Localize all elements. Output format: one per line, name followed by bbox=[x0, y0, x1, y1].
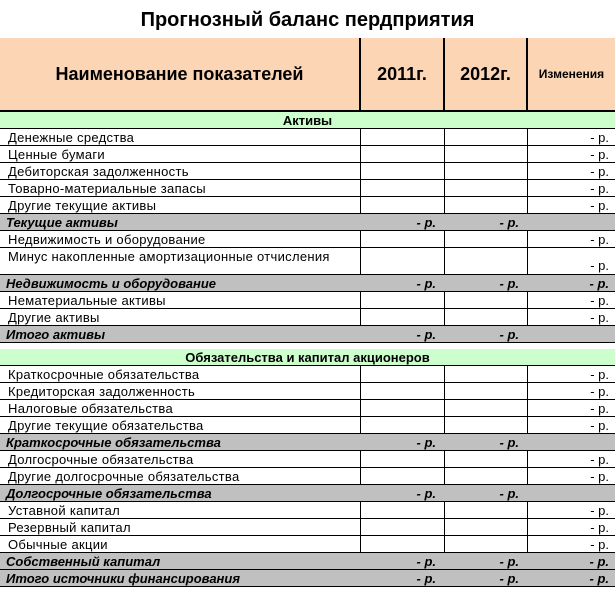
total-change: - р. bbox=[527, 553, 615, 570]
table-row bbox=[0, 417, 615, 434]
table-row bbox=[0, 309, 615, 326]
total-2012: - р. bbox=[444, 553, 527, 570]
value-change: - р. bbox=[527, 129, 615, 146]
row-label: Другие долгосрочные обязательства bbox=[0, 468, 360, 485]
table-row bbox=[0, 231, 615, 248]
value-2012 bbox=[444, 519, 527, 536]
table-row bbox=[0, 383, 615, 400]
total-2012: - р. bbox=[444, 275, 527, 292]
value-2011 bbox=[360, 309, 444, 326]
value-2011 bbox=[360, 292, 444, 309]
section-title: Обязательства и капитал акционеров bbox=[0, 349, 615, 366]
table-row bbox=[0, 197, 615, 214]
row-label: Другие текущие активы bbox=[0, 197, 360, 214]
value-2011 bbox=[360, 468, 444, 485]
table-row bbox=[0, 400, 615, 417]
total-2011: - р. bbox=[360, 326, 444, 343]
table-row bbox=[0, 163, 615, 180]
page-title: Прогнозный баланс пердприятия bbox=[140, 9, 475, 31]
value-2011 bbox=[360, 451, 444, 468]
value-2011 bbox=[360, 519, 444, 536]
value-change: - р. bbox=[527, 451, 615, 468]
balance-table bbox=[0, 38, 615, 587]
value-2011 bbox=[360, 502, 444, 519]
total-label: Собственный капитал bbox=[0, 553, 360, 570]
total-row bbox=[0, 326, 615, 343]
row-label: Недвижимость и оборудование bbox=[0, 231, 360, 248]
total-2011: - р. bbox=[360, 275, 444, 292]
header-change: Изменения bbox=[527, 38, 615, 111]
total-change: - р. bbox=[527, 275, 615, 292]
header-name: Наименование показателей bbox=[0, 38, 360, 111]
total-2011: - р. bbox=[360, 553, 444, 570]
value-change: - р. bbox=[527, 248, 615, 275]
value-2011 bbox=[360, 366, 444, 383]
value-2012 bbox=[444, 197, 527, 214]
total-change bbox=[527, 434, 615, 451]
total-row bbox=[0, 214, 615, 231]
value-2012 bbox=[444, 292, 527, 309]
total-row bbox=[0, 485, 615, 502]
total-label: Краткосрочные обязательства bbox=[0, 434, 360, 451]
total-2011: - р. bbox=[360, 214, 444, 231]
total-2012: - р. bbox=[444, 214, 527, 231]
value-2012 bbox=[444, 231, 527, 248]
table-row bbox=[0, 292, 615, 309]
value-2012 bbox=[444, 400, 527, 417]
total-2012: - р. bbox=[444, 326, 527, 343]
row-label: Денежные средства bbox=[0, 129, 360, 146]
total-change bbox=[527, 485, 615, 502]
row-label: Другие текущие обязательства bbox=[0, 417, 360, 434]
value-2012 bbox=[444, 163, 527, 180]
value-2012 bbox=[444, 146, 527, 163]
header-year-2011: 2011г. bbox=[360, 38, 444, 111]
value-2012 bbox=[444, 129, 527, 146]
total-2011: - р. bbox=[360, 485, 444, 502]
table-row bbox=[0, 502, 615, 519]
value-2011 bbox=[360, 400, 444, 417]
total-row bbox=[0, 434, 615, 451]
row-label: Нематериальные активы bbox=[0, 292, 360, 309]
total-2012: - р. bbox=[444, 434, 527, 451]
value-2012 bbox=[444, 180, 527, 197]
table-row bbox=[0, 519, 615, 536]
value-2012 bbox=[444, 451, 527, 468]
row-label: Обычные акции bbox=[0, 536, 360, 553]
table-row bbox=[0, 451, 615, 468]
value-change: - р. bbox=[527, 163, 615, 180]
table-row bbox=[0, 129, 615, 146]
section-header bbox=[0, 349, 615, 366]
total-label: Недвижимость и оборудование bbox=[0, 275, 360, 292]
value-2011 bbox=[360, 536, 444, 553]
total-row bbox=[0, 570, 615, 587]
table-row bbox=[0, 468, 615, 485]
value-2012 bbox=[444, 383, 527, 400]
total-label: Итого активы bbox=[0, 326, 360, 343]
value-2012 bbox=[444, 502, 527, 519]
section-title: Активы bbox=[0, 111, 615, 129]
table-row bbox=[0, 146, 615, 163]
row-label: Ценные бумаги bbox=[0, 146, 360, 163]
header-row bbox=[0, 38, 615, 111]
value-2011 bbox=[360, 231, 444, 248]
value-change: - р. bbox=[527, 536, 615, 553]
value-2012 bbox=[444, 366, 527, 383]
value-change: - р. bbox=[527, 231, 615, 248]
value-2011 bbox=[360, 180, 444, 197]
value-change: - р. bbox=[527, 468, 615, 485]
row-label: Краткосрочные обязательства bbox=[0, 366, 360, 383]
value-2011 bbox=[360, 163, 444, 180]
total-2012: - р. bbox=[444, 570, 527, 587]
value-2012 bbox=[444, 468, 527, 485]
value-2011 bbox=[360, 146, 444, 163]
section-header bbox=[0, 111, 615, 129]
value-2012 bbox=[444, 248, 527, 275]
value-change: - р. bbox=[527, 400, 615, 417]
value-change: - р. bbox=[527, 519, 615, 536]
value-change: - р. bbox=[527, 417, 615, 434]
total-change bbox=[527, 326, 615, 343]
table-row bbox=[0, 248, 615, 275]
value-2011 bbox=[360, 248, 444, 275]
total-change bbox=[527, 214, 615, 231]
value-2011 bbox=[360, 383, 444, 400]
value-change: - р. bbox=[527, 197, 615, 214]
total-2011: - р. bbox=[360, 434, 444, 451]
row-label: Дебиторская задолженность bbox=[0, 163, 360, 180]
total-label: Долгосрочные обязательства bbox=[0, 485, 360, 502]
table-row bbox=[0, 180, 615, 197]
row-label: Резервный капитал bbox=[0, 519, 360, 536]
row-label: Другие активы bbox=[0, 309, 360, 326]
row-label: Товарно-материальные запасы bbox=[0, 180, 360, 197]
total-label: Текущие активы bbox=[0, 214, 360, 231]
row-label: Минус накопленные амортизационные отчисления bbox=[0, 248, 360, 275]
total-2012: - р. bbox=[444, 485, 527, 502]
value-change: - р. bbox=[527, 309, 615, 326]
value-change: - р. bbox=[527, 180, 615, 197]
total-row bbox=[0, 553, 615, 570]
total-2011: - р. bbox=[360, 570, 444, 587]
value-2012 bbox=[444, 309, 527, 326]
header-year-2012: 2012г. bbox=[444, 38, 527, 111]
row-label: Кредиторская задолженность bbox=[0, 383, 360, 400]
row-label: Долгосрочные обязательства bbox=[0, 451, 360, 468]
value-2012 bbox=[444, 417, 527, 434]
value-2011 bbox=[360, 129, 444, 146]
table-row bbox=[0, 366, 615, 383]
value-change: - р. bbox=[527, 292, 615, 309]
value-change: - р. bbox=[527, 502, 615, 519]
row-label: Уставной капитал bbox=[0, 502, 360, 519]
total-label: Итого источники финансирования bbox=[0, 570, 360, 587]
table-row bbox=[0, 536, 615, 553]
value-change: - р. bbox=[527, 383, 615, 400]
value-2011 bbox=[360, 417, 444, 434]
row-label: Налоговые обязательства bbox=[0, 400, 360, 417]
total-change: - р. bbox=[527, 570, 615, 587]
value-change: - р. bbox=[527, 366, 615, 383]
value-2011 bbox=[360, 197, 444, 214]
value-2012 bbox=[444, 536, 527, 553]
value-change: - р. bbox=[527, 146, 615, 163]
total-row bbox=[0, 275, 615, 292]
